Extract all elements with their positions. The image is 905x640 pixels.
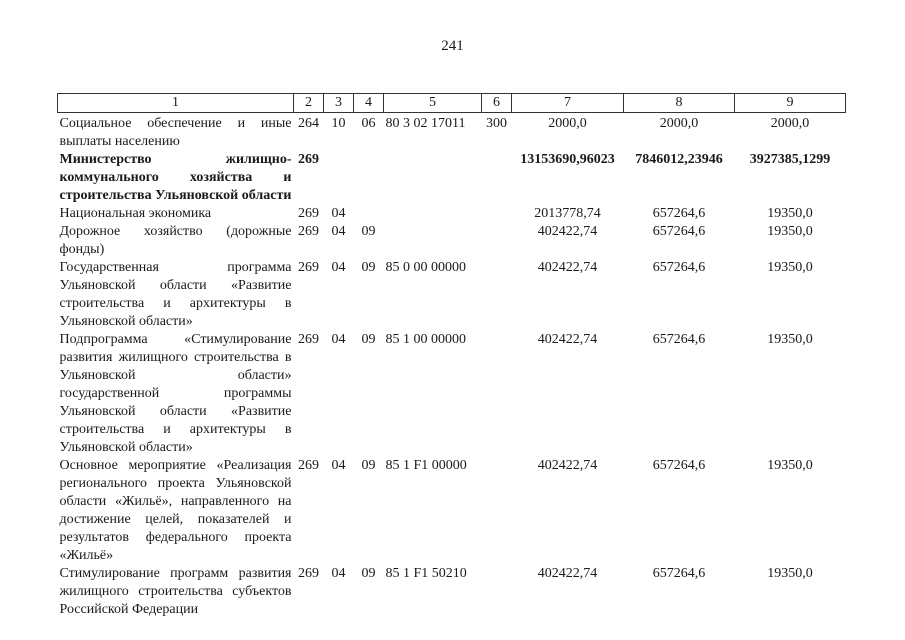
row-amount-col9: 19350,0	[767, 224, 813, 239]
row-subsection: 09	[361, 566, 376, 581]
row-amount-col9: 19350,0	[767, 566, 813, 581]
row-ministry-code: 269	[298, 332, 319, 347]
row-name: Подпрограмма «Стимулирование развития жилищного строительства в Ульяновской области» государственной программы Ульяновской области «Развитие строительства и архитектуры в Ульяновской области»	[59, 332, 292, 455]
row-name: Министерство жилищно-коммунального хозяйства и строительства Ульяновской области	[59, 152, 292, 203]
row-ministry-code: 269	[298, 566, 319, 581]
row-ministry-code: 269	[298, 206, 319, 221]
header-col-5: 5	[384, 94, 482, 113]
row-subsection: 09	[361, 458, 376, 473]
row-amount-col8: 657264,6	[652, 566, 706, 581]
row-subsection	[354, 151, 384, 205]
row-section: 04	[331, 332, 346, 347]
row-expense-type	[482, 565, 512, 619]
row-section: 04	[331, 260, 346, 275]
row-amount-col7: 402422,74	[537, 260, 598, 275]
row-subsection: 09	[361, 224, 376, 239]
header-col-7: 7	[512, 94, 624, 113]
row-name: Основное мероприятие «Реализация регионального проекта Ульяновской области «Жильё», направленного на достижение целей, показателей и результатов федерального проекта «Жильё»	[59, 458, 292, 563]
row-amount-col7: 2013778,74	[534, 206, 601, 221]
row-target-code: 85 0 00 00000	[385, 260, 466, 275]
row-amount-col7: 2000,0	[548, 116, 587, 131]
table-row	[58, 457, 846, 565]
row-expense-type	[482, 151, 512, 205]
row-target-code: 80 3 02 17011	[385, 116, 466, 131]
row-target-code: 85 1 F1 00000	[385, 458, 467, 473]
row-section	[324, 151, 354, 205]
row-ministry-code: 264	[298, 116, 319, 131]
row-amount-col9: 19350,0	[767, 458, 813, 473]
row-ministry-code: 269	[298, 260, 319, 275]
row-target-code	[384, 205, 482, 223]
row-name: Государственная программа Ульяновской области «Развитие строительства и архитектуры в Ульяновской области»	[59, 260, 292, 329]
row-amount-col9: 19350,0	[767, 206, 813, 221]
row-expense-type	[482, 223, 512, 259]
row-name: Социальное обеспечение и иные выплаты населению	[59, 116, 292, 149]
row-section: 04	[331, 206, 346, 221]
row-amount-col7: 402422,74	[537, 458, 598, 473]
row-amount-col8: 657264,6	[652, 224, 706, 239]
row-target-code	[384, 151, 482, 205]
row-amount-col7: 402422,74	[537, 332, 598, 347]
table-row	[58, 205, 846, 223]
row-amount-col9: 19350,0	[767, 332, 813, 347]
row-section: 04	[331, 566, 346, 581]
row-amount-col7: 402422,74	[537, 566, 598, 581]
row-name: Стимулирование программ развития жилищного строительства субъектов Российской Федерации	[59, 566, 292, 617]
row-amount-col8: 657264,6	[652, 458, 706, 473]
row-ministry-code: 269	[298, 458, 319, 473]
row-name: Национальная экономика	[59, 206, 212, 221]
row-amount-col8: 7846012,23946	[635, 152, 723, 167]
row-amount-col9: 19350,0	[767, 260, 813, 275]
row-section: 10	[331, 116, 346, 131]
row-subsection	[354, 205, 384, 223]
row-amount-col7: 13153690,96023	[520, 152, 615, 167]
row-expense-type	[482, 259, 512, 331]
row-section: 04	[331, 458, 346, 473]
table-row	[58, 113, 846, 152]
header-col-8: 8	[624, 94, 735, 113]
row-target-code	[384, 223, 482, 259]
budget-table	[57, 93, 846, 619]
header-col-3: 3	[324, 94, 354, 113]
row-subsection: 06	[361, 116, 376, 131]
header-col-1: 1	[58, 94, 294, 113]
row-ministry-code: 269	[298, 224, 319, 239]
row-target-code: 85 1 F1 50210	[385, 566, 467, 581]
row-subsection: 09	[361, 332, 376, 347]
row-name: Дорожное хозяйство (дорожные фонды)	[59, 224, 292, 257]
column-number-header	[58, 94, 846, 113]
table-row	[58, 223, 846, 259]
header-col-9: 9	[735, 94, 846, 113]
table-row	[58, 259, 846, 331]
row-amount-col8: 657264,6	[652, 206, 706, 221]
row-amount-col8: 657264,6	[652, 332, 706, 347]
row-expense-type: 300	[486, 116, 507, 131]
row-expense-type	[482, 331, 512, 457]
row-amount-col9: 3927385,1299	[749, 152, 831, 167]
row-amount-col8: 657264,6	[652, 260, 706, 275]
row-target-code: 85 1 00 00000	[385, 332, 466, 347]
row-amount-col9: 2000,0	[770, 116, 810, 131]
table-row	[58, 565, 846, 619]
row-amount-col8: 2000,0	[659, 116, 699, 131]
row-subsection: 09	[361, 260, 376, 275]
header-col-6: 6	[482, 94, 512, 113]
page-number: 241	[441, 38, 464, 54]
header-col-4: 4	[354, 94, 384, 113]
row-section: 04	[331, 224, 346, 239]
header-col-2: 2	[294, 94, 324, 113]
table-row	[58, 331, 846, 457]
table-row	[58, 151, 846, 205]
row-expense-type	[482, 457, 512, 565]
row-amount-col7: 402422,74	[537, 224, 598, 239]
row-ministry-code: 269	[298, 152, 319, 167]
row-expense-type	[482, 205, 512, 223]
